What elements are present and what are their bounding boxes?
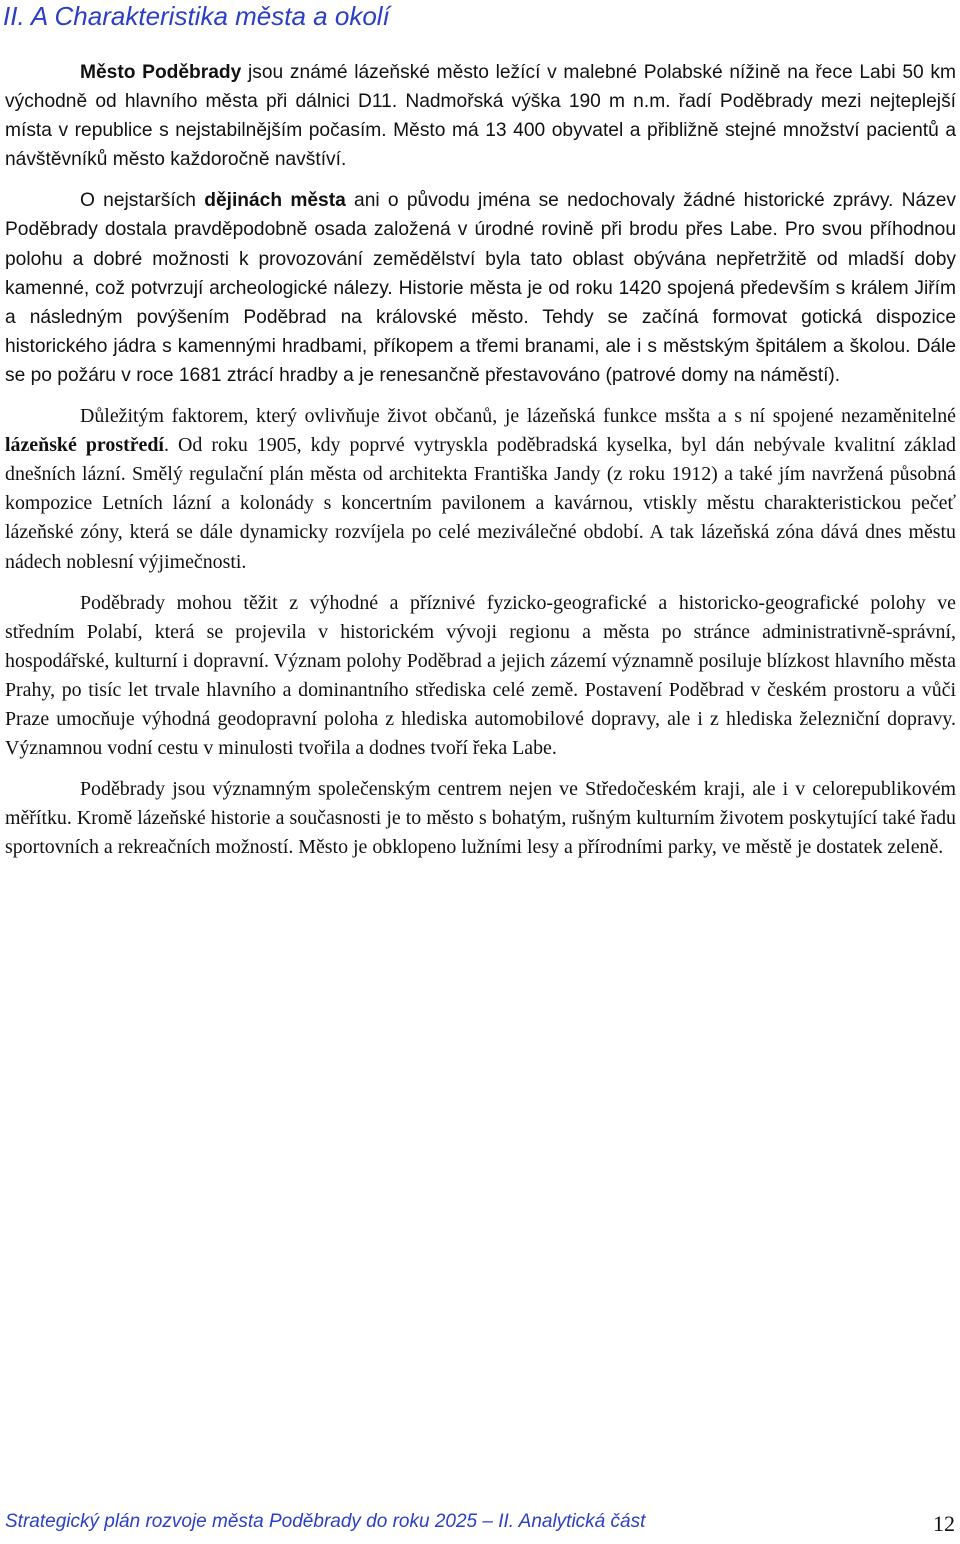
paragraph-history <box>5 186 956 390</box>
text-run: Důležitým faktorem, který ovlivňuje život občanů, je lázeňská funkce msšta a s ní spojené nezaměnitelné <box>80 405 956 428</box>
text-bold: lázeňské prostředí <box>5 434 164 457</box>
text-run: Poděbrady mohou těžit z výhodné a příznivé fyzicko-geografické a historicko-geografické polohy ve středním Polabí, která se projevila v historickém vývoji regionu a města po stránce administrativně-správní, hospodářské, kulturní i dopravní. Význam polohy Poděbrad a jejich zázemí významně posiluje blízkost hlavního města Prahy, po tisíc let trvale hlavního a dominantního střediska celé země. Postavení Poděbrad v českém prostoru a vůči Praze umocňuje výhodná geodopravní poloha z hlediska automobilové dopravy, ale i z hlediska železniční dopravy. Významnou vodní cestu v minulosti tvořila a dodnes tvoří řeka Labe. <box>5 591 956 760</box>
text-bold: Město Poděbrady <box>80 62 242 83</box>
document-body <box>5 58 956 874</box>
text-run: ani o původu jména se nedochovaly žádné historické zprávy. Název Poděbrady dostala pravděpodobně osada založená v úrodné rovině při brodu přes Labe. Pro svou příhodnou polohu a dobré možnosti k provozování zemědělství byla tato oblast obývána nepřetržitě od mladší doby kamenné, což potvrzují archeologické nálezy. Historie města je od roku 1420 spojená především s králem Jiřím a následným povýšením Poděbrad na královské město. Tehdy se začíná formovat gotická dispozice historického jádra s kamennými hradbami, příkopem a třemi branami, ale i s městským špitálem a školou. Dále se po požáru v roce 1681 ztrácí hradby a je renesančně přestavováno (patrové domy na náměstí). <box>5 190 956 386</box>
text-run: O nejstarších <box>80 190 205 212</box>
footer-title: Strategický plán rozvoje města Poděbrady do roku 2025 – II. Analytická část <box>5 1511 646 1532</box>
text-run: jsou známé lázeňské město ležící v malebné Polabské nížině na řece Labi 50 km východně od hlavního města při dálnici D11. Nadmořská výška 190 m n.m. řadí Poděbrady mezi nejteplejší místa v republice s nejstabilnějším počasím. Město má 13 400 obyvatel a přibližně stejné množství pacientů a návštěvníků město každoročně navštíví. <box>5 62 956 171</box>
paragraph-spa <box>5 402 956 577</box>
paragraph-location <box>5 589 956 764</box>
section-heading: II. A Charakteristika města a okolí <box>3 1 390 31</box>
paragraph-intro <box>5 58 956 174</box>
text-bold: dějinách města <box>204 190 346 212</box>
text-run: Poděbrady jsou významným společenským centrem nejen ve Středočeském kraji, ale i v celorepublikovém měřítku. Kromě lázeňské historie a současnosti je to město s bohatým, rušným kulturním životem poskytující také řadu sportovních a rekreačních možností. Město je obklopeno lužními lesy a přírodními parky, ve městě je dostatek zeleně. <box>5 778 956 859</box>
page-number: 12 <box>933 1511 955 1536</box>
paragraph-culture <box>5 775 956 862</box>
text-run: . Od roku 1905, kdy poprvé vytryskla poděbradská kyselka, byl dán nebývale kvalitní základ dnešních lázní. Smělý regulační plán města od architekta Františka Jandy (z roku 1912) a také jím navržená působná kompozice Letních lázní a kolonády s koncertním pavilonem a kavárnou, vtiskly městu charakteristickou pečeť lázeňské zóny, která se dále dynamicky rozvíjela po celé meziválečné období. A tak lázeňská zóna dává dnes městu nádech noblesní výjimečnosti. <box>5 434 957 573</box>
